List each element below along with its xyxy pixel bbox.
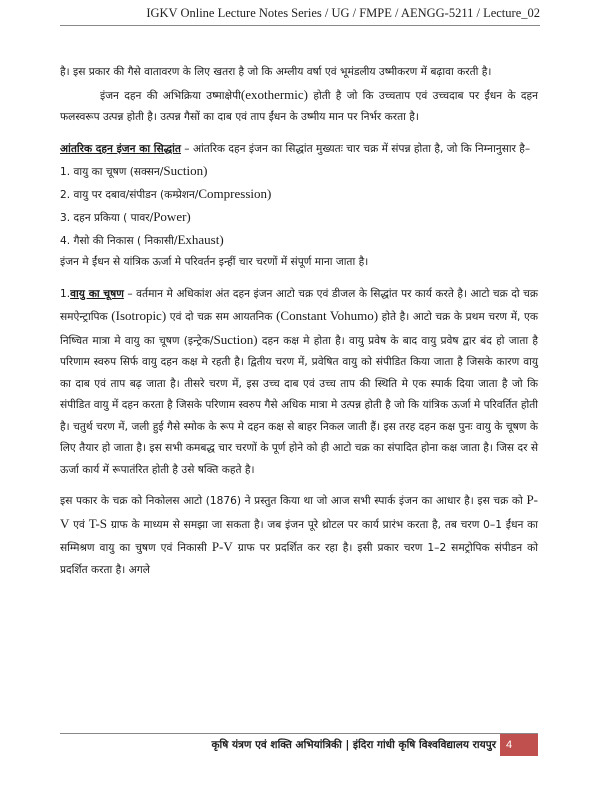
page-content <box>60 62 538 581</box>
list-item <box>60 206 538 229</box>
paragraph-continuation: है। इस प्रकार की गैसे वातावरण के लिए खतरा है जो कि अम्लीय वर्षा एवं भूमंडलीय उष्मीकरण में बढ़ावा करती है। <box>60 66 492 78</box>
page-footer <box>60 733 538 756</box>
principle-intro: – आंतरिक दहन इंजन का सिद्धांत मुख्यतः चार चक्र में संपन्न होता है, जो कि निम्नानुसार है– <box>180 142 531 155</box>
suction-number: 1. <box>60 287 71 300</box>
pv-term: P-V <box>60 492 538 531</box>
step-label: 3. दहन प्रकिया ( पावर/ <box>60 212 154 224</box>
step-label: 1. वायु का चूषण (सक्सन/ <box>60 166 164 178</box>
suction-text-3: होते है। आटो चक्र के प्रथम चरण में, एक निष्चित मात्रा मे वायु का चूषण (इन्ट्रेक/ <box>60 311 539 347</box>
step-term: Exhaust) <box>177 232 224 247</box>
suction-text-2: एवं दो चक्र सम आयतनिक <box>166 311 277 323</box>
otto-paragraph <box>60 489 538 581</box>
cycle-steps-list <box>60 160 538 252</box>
exothermic-term: (exothermic) <box>240 86 309 102</box>
step-term: Compression) <box>198 186 272 201</box>
step-term: Power) <box>153 209 191 224</box>
page-number: 4 <box>500 734 538 756</box>
constant-volume-term: (Constant Vohumo) <box>276 308 379 323</box>
otto-text-2: एवं <box>69 518 89 531</box>
list-item <box>60 160 538 183</box>
ts-term: T-S <box>88 515 108 531</box>
paragraph-exothermic <box>60 84 538 129</box>
step-term: Suction) <box>163 163 208 178</box>
list-item <box>60 229 538 252</box>
suction-paragraph <box>60 284 538 482</box>
suction-text-4: दहन कक्ष मे होता है। वायु प्रवेष के बाद वायु प्रवेष द्वार बंद हो जाता है परिणाम स्वरुप सिर्फ वायु दहन कक्ष मे रहती है। द्वितीय चरण में, प्रवेषित वायु को संपीडित किया जाता है जिसके कारण वायु का दाब एवं ताप बढ़ जाता है। तीसरे चरण में, इस उच्च दाब एवं उच्च ताप की स्थिति मे एक स्पार्क दिया जाता है जो कि संपीडित वायु में दहन करता है जिसके परिणाम स्वरुप गैसे अधिक मात्रा मे उत्पन्न होती है जो कि यांत्रिक ऊर्जा मे परिवर्तित होती है। चतुर्थ चरण में, जली हुई गैसे स्मोक के रूप मे दहन कक्ष से बाहर निकल जाती हैं। इस तरह दहन कक्ष पुनः वायु के चूषण के लिए तैयार हो जाता है। इस सभी कमबद्ध चार चरणों के पूर्ण होने को ही आटो चक्र का संपादित होना कक्ष जाता है। जिस दर से ऊर्जा कार्य में रूपातंरित होती है उसे षक्ति कहते है। <box>60 334 538 476</box>
step-label: 2. वायु पर दबाव/संपीडन (कम्प्रेशन/ <box>60 189 199 201</box>
step-label: 4. गैसो की निकास ( निकासी/ <box>60 235 178 247</box>
list-item <box>60 183 538 206</box>
paragraph-exothermic-text-1: इंजन दहन की अभिक्रिया उष्माक्षेपी <box>100 89 241 102</box>
suction-heading: वायु का चूषण <box>70 287 124 300</box>
otto-text-1: इस पकार के चक्र को निकोलस आटो (1876) ने प्रस्तुत किया था जो आज सभी स्पार्क इंजन का आधार है। इस चक्र को <box>60 495 527 507</box>
principle-summary: इंजन मे ईंधन से यांत्रिक ऊर्जा मे परिवर्तन इन्हीं चार चरणों में संपूर्ण माना जाता है। <box>60 256 369 268</box>
isotropic-term: (Isotropic) <box>111 308 167 323</box>
footer-institution: कृषि यंत्रण एवं शक्ति अभियांत्रिकी | इंदिरा गांधी कृषि विश्वविद्यालय रायपुर <box>211 739 496 751</box>
running-header: IGKV Online Lecture Notes Series / UG / FMPE / AENGG-5211 / Lecture_02 <box>60 6 540 26</box>
suction-term: Suction) <box>213 331 258 347</box>
otto-text-3: ग्राफ के माध्यम से समझा जा सकता है। जब इंजन पूरे थ्रोटल पर कार्य प्रारंभ करता है, तब चरण 0–1 ईंधन का सम्मिश्रण वायु का चुषण एवं निकासी <box>60 518 539 554</box>
paragraph-exothermic-text-2: होती है जो कि उच्चताप एवं उच्चदाब पर ईंधन के दहन फलस्वरूप उत्पन्न होती है। उत्पन्न गैसों का दाब एवं ताप ईंधन के उष्मीय मान पर निर्भर करता है। <box>60 89 538 123</box>
principle-heading: आंतरिक दहन इंजन का सिद्धांत <box>60 142 181 155</box>
principle-paragraph <box>60 139 538 161</box>
suction-text-1: – वर्तमान मे अधिकांश अंत दहन इंजन आटो चक्र एवं डीजल के सिद्धांत पर कार्य करते है। आटो चक्र दो चक्र समऐन्ट्रापिक <box>60 287 538 323</box>
otto-text-4: ग्राफ पर प्रदर्शित कर रहा है। इसी प्रकार चरण 1–2 समट्रोपिक संपीडन को प्रदर्शित करता है। अगले <box>60 542 538 576</box>
pv-term-2: P-V <box>211 539 233 554</box>
